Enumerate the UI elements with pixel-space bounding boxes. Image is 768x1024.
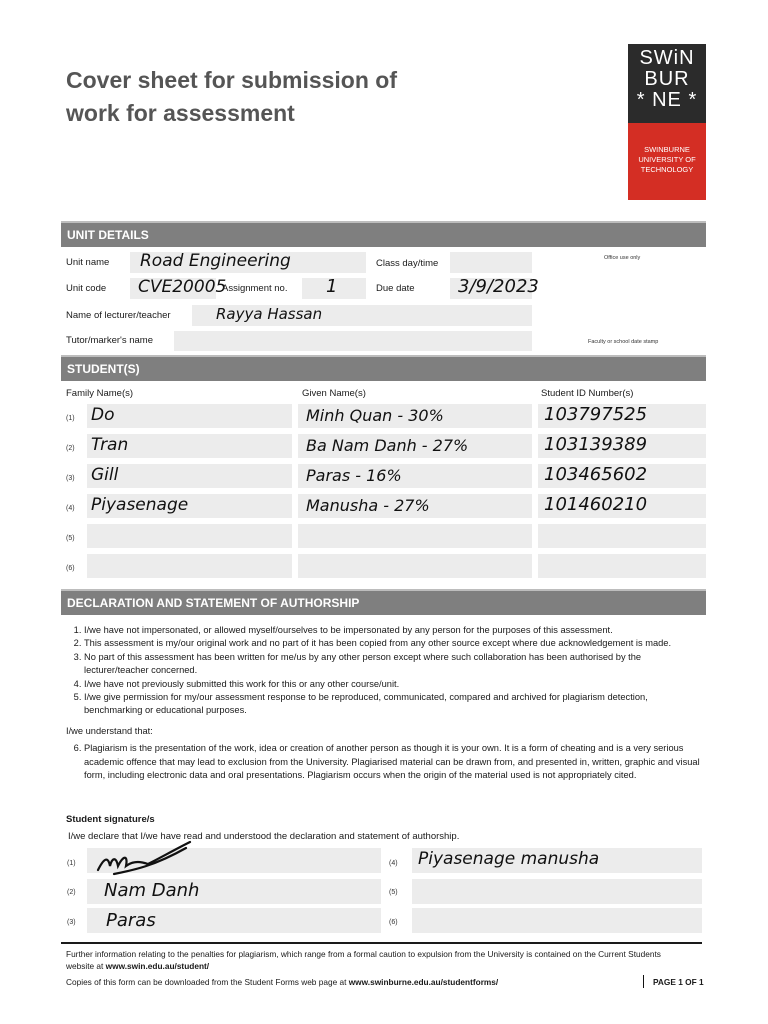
signature-number: (2) <box>67 889 76 896</box>
family-name-value: Tran <box>91 435 129 455</box>
students-heading: STUDENT(S) <box>61 357 706 381</box>
declaration-item: 2. This assessment is my/our original work and no part of it has been copied from any other source except where due acknowledgement is made. <box>84 637 706 650</box>
given-name-value: Ba Nam Danh - 27% <box>306 436 469 455</box>
row-number: (5) <box>66 535 75 542</box>
signature-heading: Student signature/s <box>66 814 155 825</box>
declaration-item: 4. I/we have not previously submitted this work for this or any other course/unit. <box>84 678 706 691</box>
tutor-label: Tutor/marker's name <box>66 335 153 346</box>
student-forms-link[interactable]: www.swinburne.edu.au/studentforms/ <box>348 977 499 987</box>
given-name-value: Manusha - 27% <box>306 496 430 515</box>
class-time-label: Class day/time <box>376 258 439 269</box>
footer-divider <box>61 942 702 944</box>
student-id-value: 103465602 <box>544 464 648 485</box>
family-name-value: Do <box>91 405 115 425</box>
understand-text: I/we understand that: <box>66 725 153 736</box>
signature-4: Piyasenage manusha <box>418 849 600 869</box>
family-name-value: Piyasenage <box>91 495 189 515</box>
title-line-2: work for assessment <box>66 100 295 126</box>
footer-info <box>66 948 706 972</box>
row-number: (4) <box>66 505 75 512</box>
given-name-value: Paras - 16% <box>306 466 402 485</box>
signature-number: (6) <box>389 919 398 926</box>
given-name-field[interactable] <box>298 524 532 548</box>
student-site-link[interactable]: www.swin.edu.au/student/ <box>105 961 210 971</box>
row-number: (6) <box>66 565 75 572</box>
signature-declaration: I/we declare that I/we have read and understood the declaration and statement of authorship. <box>68 831 460 842</box>
student-id-value: 101460210 <box>544 494 648 515</box>
assignment-value: 1 <box>326 276 338 297</box>
declaration-item-6: 6. Plagiarism is the presentation of the work, idea or creation of another person as though it is your own. It is a form of cheating and is a very serious academic offence that may lead to exclusion from the University. Plagiarised material can be drawn from, and presented in, written, graphic and visual form, including electronic data and oral presentations. Plagiarism occurs when the origin of the material used is not appropriately cited. <box>84 742 706 782</box>
declaration-item: 1. I/we have not impersonated, or allowed myself/ourselves to be impersonated by any person for the purposes of this assessment. <box>84 624 706 637</box>
unit-name-value: Road Engineering <box>140 251 291 271</box>
student-id-field[interactable] <box>538 524 706 548</box>
due-date-value: 3/9/2023 <box>458 276 539 297</box>
student-id-field[interactable] <box>538 554 706 578</box>
family-name-field[interactable] <box>87 554 292 578</box>
logo-wordmark: SWiN BUR * NE * <box>628 44 706 123</box>
signature-number: (3) <box>67 919 76 926</box>
declaration-item: 3. No part of this assessment has been written for me/us by any other person except where such collaboration has been authorised by the lecturer/teacher concerned. <box>84 651 706 678</box>
student-id-header: Student ID Number(s) <box>541 388 634 399</box>
page-title <box>66 64 397 130</box>
family-name-field[interactable] <box>87 404 292 428</box>
unit-code-value: CVE20005 <box>138 277 227 297</box>
due-date-label: Due date <box>376 283 415 294</box>
family-name-header: Family Name(s) <box>66 388 134 399</box>
declaration-item: 5. I/we give permission for my/our assessment response to be reproduced, communicated, compared and archived for plagiarism detection, benchmarking or educational purposes. <box>84 691 706 718</box>
footer-forms: Copies of this form can be downloaded from the Student Forms web page at www.swinburne.edu.au/studentforms/ <box>66 977 499 987</box>
assignment-label: Assignment no. <box>222 283 288 294</box>
lecturer-label: Name of lecturer/teacher <box>66 310 171 321</box>
signature-2: Nam Danh <box>104 880 200 901</box>
given-name-field[interactable] <box>298 554 532 578</box>
swinburne-logo <box>628 44 706 200</box>
signature-number: (5) <box>389 889 398 896</box>
signature-1-scribble <box>94 840 194 878</box>
office-use-label: Office use only <box>604 255 641 261</box>
unit-name-label: Unit name <box>66 257 110 268</box>
footer-separator <box>643 975 644 988</box>
lecturer-value: Rayya Hassan <box>216 305 323 323</box>
family-name-value: Gill <box>91 465 119 485</box>
logo-university-name: SWINBURNE UNIVERSITY OF TECHNOLOGY <box>628 123 706 200</box>
date-stamp-label: Faculty or school date stamp <box>588 339 659 345</box>
given-name-header: Given Name(s) <box>302 388 366 399</box>
page-number: PAGE 1 OF 1 <box>653 977 704 987</box>
class-time-field[interactable] <box>450 252 532 273</box>
family-name-field[interactable] <box>87 524 292 548</box>
unit-details-heading: UNIT DETAILS <box>61 223 706 247</box>
signature-field-6[interactable] <box>412 908 702 933</box>
student-id-value: 103139389 <box>544 434 648 455</box>
row-number: (2) <box>66 445 75 452</box>
declaration-heading: DECLARATION AND STATEMENT OF AUTHORSHIP <box>61 591 706 615</box>
signature-field-5[interactable] <box>412 879 702 904</box>
footer-line-1: Further information relating to the penalties for plagiarism, which range from a formal caution to expulsion from the University is contained on the Current Students <box>66 949 661 959</box>
row-number: (1) <box>66 415 75 422</box>
declaration-list <box>66 624 706 782</box>
row-number: (3) <box>66 475 75 482</box>
tutor-field[interactable] <box>174 331 532 351</box>
signature-number: (1) <box>67 860 76 867</box>
signature-3: Paras <box>106 910 156 931</box>
student-id-value: 103797525 <box>544 404 648 425</box>
given-name-value: Minh Quan - 30% <box>306 406 444 425</box>
title-line-1: Cover sheet for submission of <box>66 67 398 93</box>
signature-number: (4) <box>389 860 398 867</box>
footer-line-2: website at www.swin.edu.au/student/ <box>66 961 210 971</box>
unit-code-label: Unit code <box>66 283 107 294</box>
